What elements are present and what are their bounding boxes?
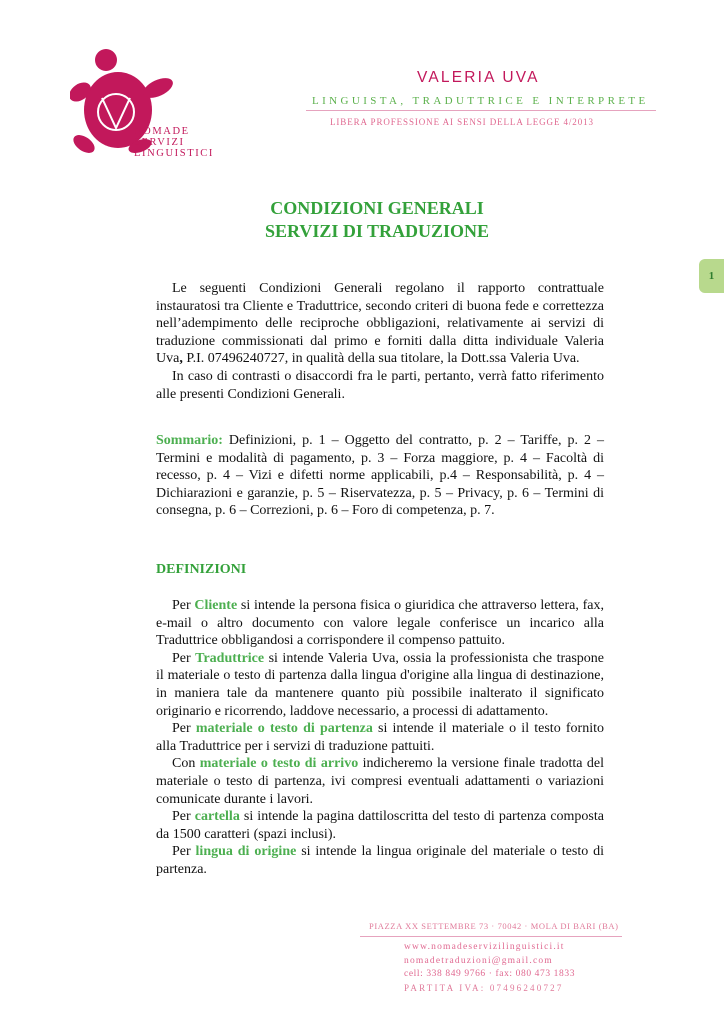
- footer-vat: PARTITA IVA: 07496240727: [404, 983, 564, 993]
- intro-paragraph-1: [156, 280, 604, 368]
- intro-comma: ,: [179, 351, 183, 367]
- definition-prefix: Per: [172, 844, 196, 860]
- definition-text: indicheremo la versione finale tradotta del materiale o testo di partenza, ivi compresi eventuali adattamenti o variazioni comunicate durante i lavori.: [156, 756, 604, 807]
- logo-text: [134, 126, 214, 159]
- definition-prefix: Per: [172, 809, 195, 825]
- law-note: LIBERA PROFESSIONE AI SENSI DELLA LEGGE 4/2013: [330, 117, 594, 127]
- definition-text: si intende il materiale o il testo fornito alla Traduttrice per i servizi di traduzione pattuiti.: [156, 721, 604, 754]
- footer-website[interactable]: www.nomadeservizilinguistici.it: [404, 942, 565, 952]
- footer-address: PIAZZA XX SETTEMBRE 73 · 70042 · MOLA DI BARI (BA): [369, 921, 619, 931]
- intro-text-a: Le seguenti Condizioni Generali regolano il rapporto contrattuale instauratosi tra Cliente e Traduttrice, secondo criteri di buona fede e correttezza nell’adempimento delle reciproche obbligazioni, relativamente ai servizi di traduzione commissionati dal primo e forniti dalla ditta individuale Valeria Uva: [156, 281, 604, 367]
- definition-text: si intende Valeria Uva, ossia la professionista che traspone il materiale o testo di partenza dalla lingua d'origine alla lingua di destinazione, in maniera tale da mantenere quanto più possibile inalterato il significato originario e ricorrendo, laddove necessario, a processi di adattamento.: [156, 650, 604, 719]
- definition-prefix: Per: [172, 721, 196, 737]
- definitions-heading: DEFINIZIONI: [156, 562, 247, 577]
- logo-line-3: LINGUISTICI: [134, 148, 215, 159]
- definition-term: materiale o testo di partenza: [195, 721, 373, 737]
- author-name: VALERIA UVA: [417, 69, 540, 86]
- title-line-2: SERVIZI DI TRADUZIONE: [264, 221, 490, 241]
- definition-prefix: Con: [172, 756, 200, 772]
- summary-label: Sommario:: [156, 433, 223, 448]
- definition-item: [156, 808, 604, 843]
- definition-item: [156, 755, 604, 808]
- summary-section: [156, 432, 604, 520]
- intro-paragraph-2: In caso di contrasti o disaccordi fra le parti, pertanto, verrà fatto riferimento alle presenti Condizioni Generali.: [156, 368, 604, 402]
- definition-item: [156, 597, 604, 650]
- definition-prefix: Per: [172, 650, 196, 666]
- definition-text: si intende la pagina dattiloscritta del testo di partenza composta da 1500 caratteri (spazi inclusi).: [156, 809, 604, 842]
- document-title: [0, 197, 724, 243]
- footer-phones: cell: 338 849 9766 · fax: 080 473 1833: [404, 969, 576, 979]
- footer-divider: [360, 936, 622, 937]
- definition-term: lingua di origine: [195, 844, 297, 860]
- definition-term: Cliente: [194, 598, 238, 613]
- definition-prefix: Per: [172, 598, 195, 613]
- summary-paragraph: [156, 432, 604, 520]
- intro-section: [156, 280, 604, 403]
- footer-email[interactable]: nomadetraduzioni@gmail.com: [404, 956, 553, 966]
- definition-term: cartella: [194, 809, 240, 825]
- definition-item: [156, 650, 604, 720]
- definition-text: si intende la persona fisica o giuridica che attraverso lettera, fax, e-mail o altro documento con valore legale conferisce un incarico alla Traduttrice obbligandosi a corrispondere il compenso pattuito.: [156, 598, 604, 649]
- author-profession: LINGUISTA, TRADUTTRICE E INTERPRETE: [312, 95, 649, 107]
- title-line-1: CONDIZIONI GENERALI: [270, 198, 484, 218]
- definition-term: Traduttrice: [195, 650, 265, 666]
- definition-item: [156, 720, 604, 755]
- definition-text: si intende la lingua originale del materiale o testo di partenza.: [156, 844, 604, 877]
- header-divider: [306, 110, 656, 111]
- definitions-list: [156, 597, 604, 879]
- definition-item: [156, 843, 604, 878]
- summary-text: Definizioni, p. 1 – Oggetto del contratto, p. 2 – Tariffe, p. 2 – Termini e modalità di pagamento, p. 3 – Forza maggiore, p. 4 – Facoltà di recesso, p. 4 – Vizi e difetti norme applicabili, p.4 – Responsabilità, p. 4 – Dichiarazioni e garanzie, p. 5 – Riservatezza, p. 5 – Privacy, p. 6 – Termini di consegna, p. 6 – Correzioni, p. 6 – Foro di competenza, p. 7.: [156, 433, 604, 519]
- intro-text-b: P.I. 07496240727, in qualità della sua titolare, la Dott.ssa Valeria Uva.: [182, 351, 580, 367]
- page-number-tab: 1: [699, 259, 724, 293]
- definition-term: materiale o testo di arrivo: [199, 756, 359, 772]
- logo-line-2: SERVIZI: [134, 137, 185, 148]
- logo-line-1: NOMADE: [134, 126, 190, 137]
